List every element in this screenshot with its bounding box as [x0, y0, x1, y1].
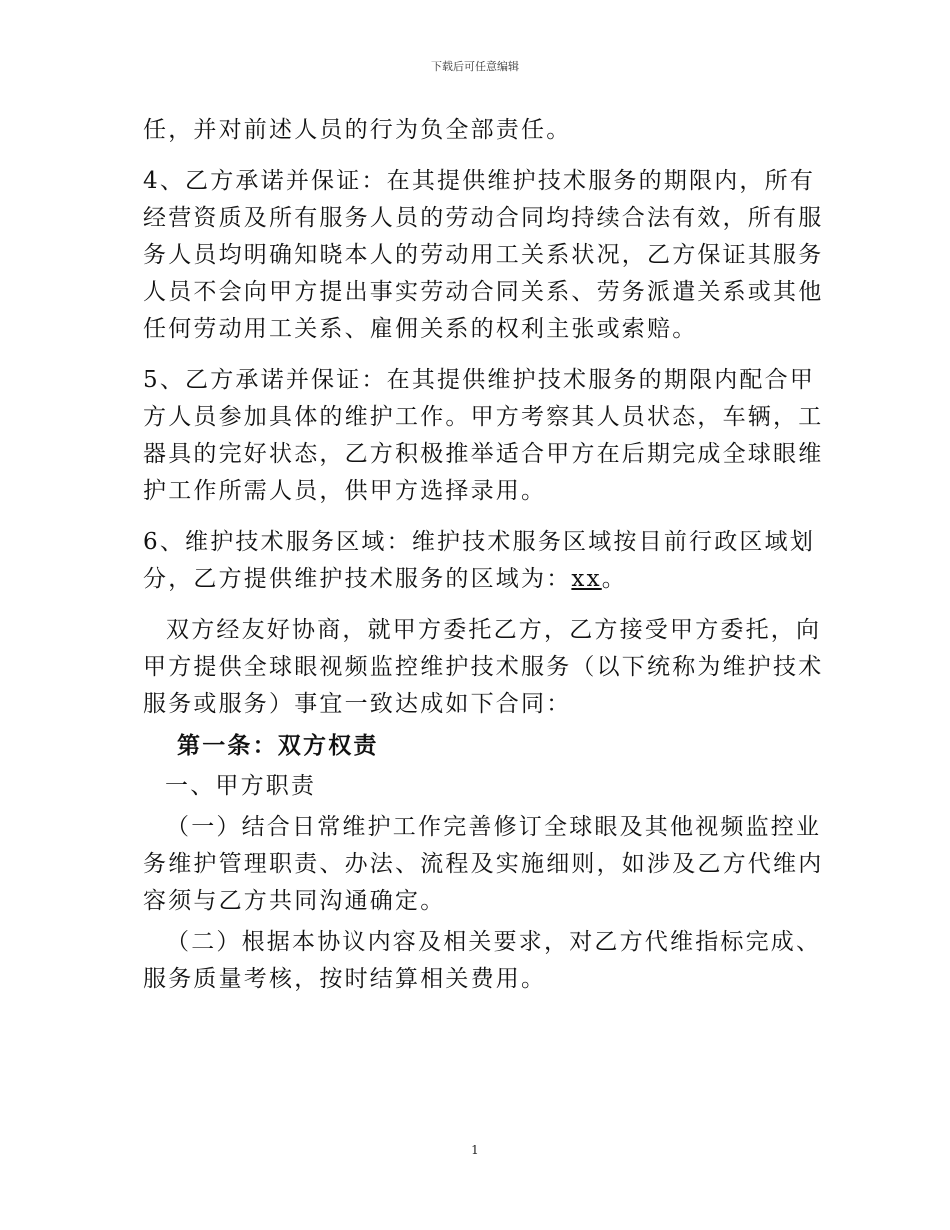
- agreement-preamble: 双方经友好协商，就甲方委托乙方，乙方接受甲方委托，向甲方提供全球眼视频监控维护技术服务（以下统称为维护技术服务或服务）事宜一致达成如下合同：: [143, 617, 824, 717]
- article-1-heading: 第一条：双方权责: [177, 732, 379, 759]
- clause-4: 4、乙方承诺并保证：在其提供维护技术服务的期限内，所有经营资质及所有服务人员的劳动合同均持续合法有效，所有服务人员均明确知晓本人的劳动用工关系状况，乙方保证其服务人员不会向甲方提出事实劳动合同关系、劳务派遣关系或其他任何劳动用工关系、雇佣关系的权利主张或索赔。: [143, 168, 824, 342]
- service-area-value: xx: [571, 566, 602, 592]
- duty-item-2: （二）根据本协议内容及相关要求，对乙方代维指标完成、服务质量考核，按时结算相关费用。: [143, 929, 822, 992]
- paragraph-continuation: 任，并对前述人员的行为负全部责任。: [143, 117, 572, 143]
- duty-item-1: （一）结合日常维护工作完善修订全球眼及其他视频监控业务维护管理职责、办法、流程及实施细则，如涉及乙方代维内容须与乙方共同沟通确定。: [143, 814, 824, 914]
- clause-6-end: 。: [601, 566, 627, 592]
- page-number: 1: [471, 1143, 479, 1157]
- section-party-a-duties: 一、甲方职责: [165, 773, 317, 799]
- clause-6-text: 6、维护技术服务区域：维护技术服务区域按目前行政区域划分，乙方提供维护技术服务的区域为：: [143, 529, 816, 592]
- clause-5: 5、乙方承诺并保证：在其提供维护技术服务的期限内配合甲方人员参加具体的维护工作。甲方考察其人员状态，车辆，工器具的完好状态，乙方积极推举适合甲方在后期完成全球眼维护工作所需人员，供甲方选择录用。: [143, 367, 824, 504]
- page-header: 下载后可任意编辑: [431, 60, 519, 73]
- document-body: [143, 112, 833, 998]
- clause-6: [143, 524, 833, 598]
